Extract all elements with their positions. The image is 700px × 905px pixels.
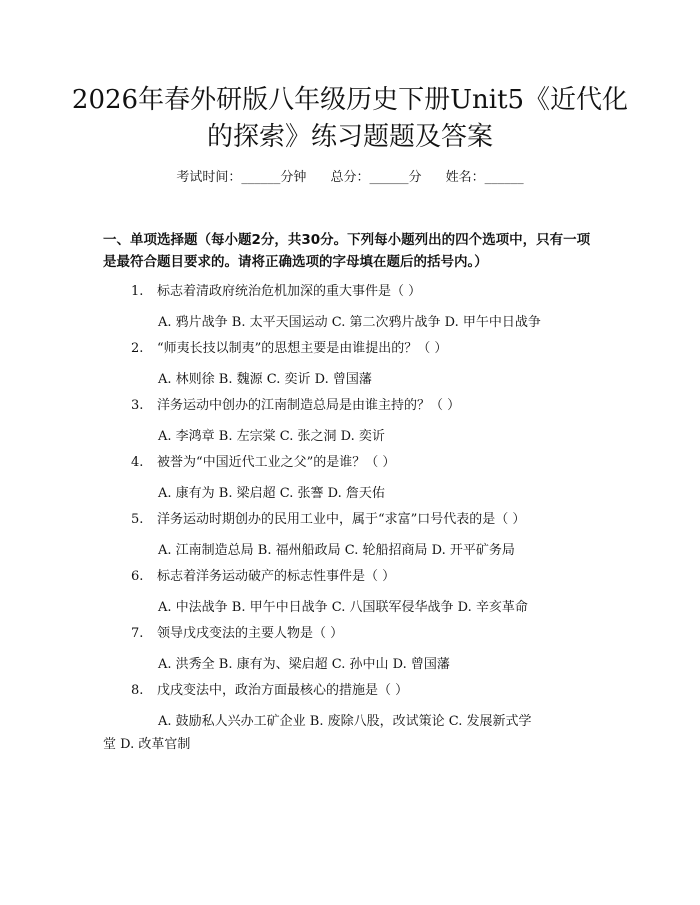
question-options: A. 林则徐 B. 魏源 C. 奕䜣 D. 曾国藩 bbox=[158, 372, 372, 387]
question-stem bbox=[131, 454, 395, 472]
question-stem bbox=[131, 397, 460, 415]
question-number: 4. bbox=[131, 455, 144, 470]
question-options: A. 康有为 B. 梁启超 C. 张謇 D. 詹天佑 bbox=[158, 486, 385, 501]
question-text: 标志着清政府统治危机加深的重大事件是（ ） bbox=[157, 284, 422, 299]
question-stem bbox=[131, 340, 447, 358]
question-number: 6. bbox=[131, 569, 144, 584]
exam-meta bbox=[0, 169, 700, 187]
question-options: A. 中法战争 B. 甲午中日战争 C. 八国联军侵华战争 D. 辛亥革命 bbox=[158, 600, 528, 615]
question-item bbox=[0, 454, 700, 511]
question-item bbox=[0, 568, 700, 625]
question-text: 标志着洋务运动破产的标志性事件是（ ） bbox=[157, 569, 396, 584]
question-text: 领导戊戌变法的主要人物是（ ） bbox=[157, 626, 344, 641]
question-number: 5. bbox=[131, 512, 144, 527]
question-options: A. 洪秀全 B. 康有为、梁启超 C. 孙中山 D. 曾国藩 bbox=[158, 657, 450, 672]
question-number: 2. bbox=[131, 341, 144, 356]
question-item bbox=[0, 340, 700, 397]
question-stem bbox=[131, 283, 421, 301]
question-item bbox=[0, 682, 700, 752]
question-item bbox=[0, 283, 700, 340]
exam-score: 总分：______分 bbox=[330, 170, 422, 185]
question-text: 被誉为“中国近代工业之父”的是谁？（ ） bbox=[157, 455, 396, 470]
question-text: 洋务运动中创办的江南制造总局是由谁主持的？（ ） bbox=[157, 398, 461, 413]
question-list bbox=[0, 283, 700, 752]
question-number: 3. bbox=[131, 398, 144, 413]
question-item bbox=[0, 397, 700, 454]
section-header: 一、单项选择题（每小题2分，共30分。下列每小题列出的四个选项中，只有一项是最符合题目要求的。请将正确选项的字母填在题后的括号内。） bbox=[103, 232, 591, 270]
question-options: A. 鼓励私人兴办工矿企业 B. 废除八股，改试策论 C. 发展新式学堂 D. 改革官制 bbox=[103, 714, 532, 752]
question-item bbox=[0, 511, 700, 568]
question-options: A. 江南制造总局 B. 福州船政局 C. 轮船招商局 D. 开平矿务局 bbox=[158, 543, 515, 558]
question-number: 1. bbox=[131, 284, 144, 299]
question-stem bbox=[131, 511, 525, 529]
question-number: 7. bbox=[131, 626, 144, 641]
question-text: 戊戌变法中，政治方面最核心的措施是（ ） bbox=[157, 683, 409, 698]
question-text: “师夷长技以制夷”的思想主要是由谁提出的？（ ） bbox=[157, 341, 448, 356]
question-options: A. 李鸿章 B. 左宗棠 C. 张之洞 D. 奕䜣 bbox=[158, 429, 385, 444]
exam-time: 考试时间：______分钟 bbox=[176, 170, 307, 185]
question-text: 洋务运动时期创办的民用工业中，属于“求富”口号代表的是（ ） bbox=[157, 512, 526, 527]
question-number: 8. bbox=[131, 683, 144, 698]
document-title: 2026年春外研版八年级历史下册Unit5《近代化的探索》练习题题及答案 bbox=[71, 85, 629, 152]
question-item bbox=[0, 625, 700, 682]
exam-name: 姓名：______ bbox=[445, 170, 524, 185]
question-stem bbox=[131, 625, 343, 643]
question-stem bbox=[131, 682, 408, 700]
question-stem bbox=[131, 568, 395, 586]
question-options: A. 鸦片战争 B. 太平天国运动 C. 第二次鸦片战争 D. 甲午中日战争 bbox=[158, 315, 541, 330]
